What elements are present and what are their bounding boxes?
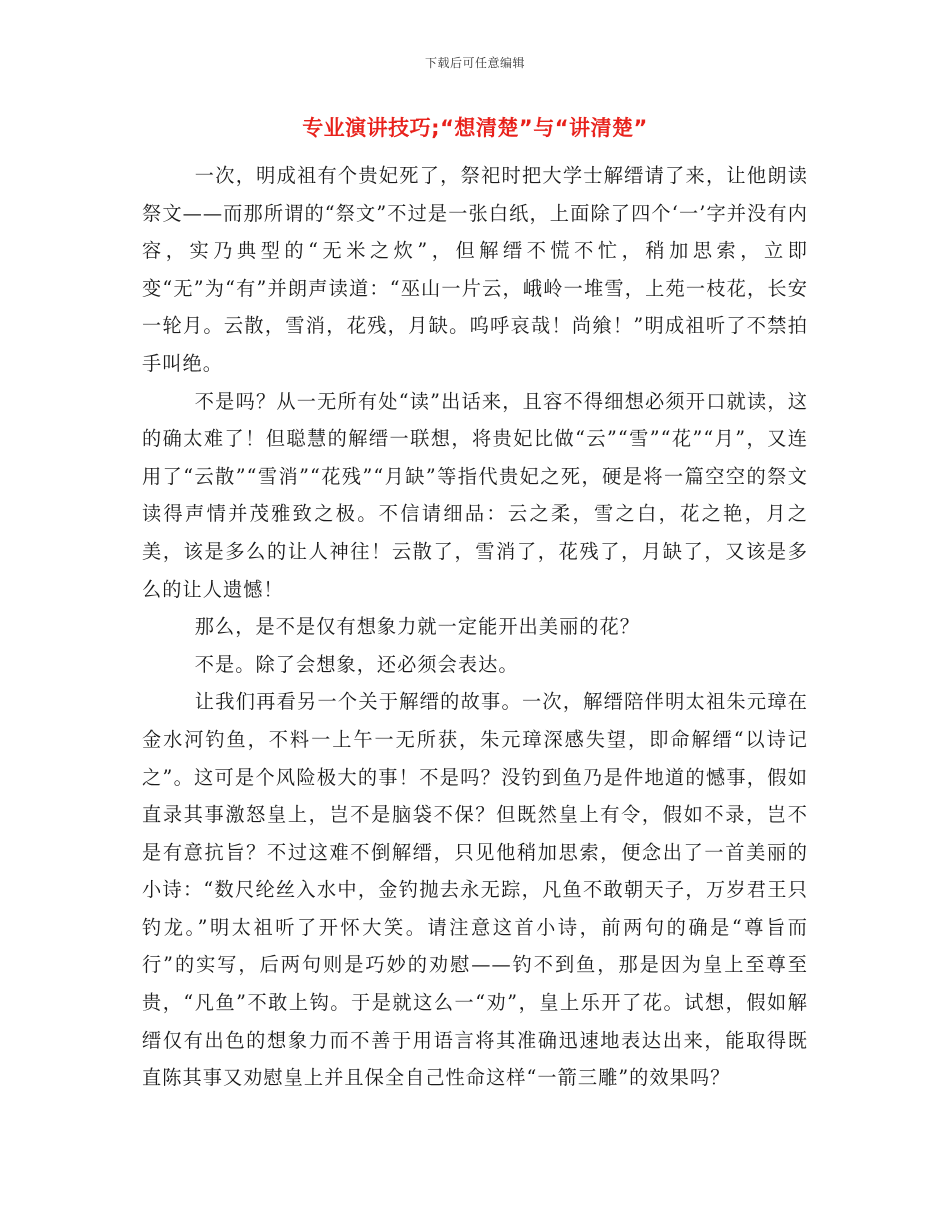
paragraph: 不是吗？从一无所有处“读”出话来，且容不得细想必须开口就读，这的确太难了！但聪慧的解缙一联想，将贵妃比做“云”“雪”“花”“月”，又连用了“云散”“雪消”“花残”“月缺”等指代贵妃之死，硬是将一篇空空的祭文读得声情并茂雅致之极。不信请细品：云之柔，雪之白，花之艳，月之美，该是多么的让人神往！云散了，雪消了，花残了，月缺了，又该是多么的让人遗憾！ [142, 389, 808, 601]
paragraph: 那么，是不是仅有想象力就一定能开出美丽的花？ [194, 615, 641, 639]
document-title: 专业演讲技巧;“想清楚”与“讲清楚” [302, 116, 648, 140]
page-header-note: 下载后可任意编辑 [424, 56, 525, 70]
document-body [142, 157, 808, 1097]
paragraph: 一次，明成祖有个贵妃死了，祭祀时把大学士解缙请了来，让他朗读祭文——而那所谓的“祭文”不过是一张白纸，上面除了四个‘一’字并没有内容，实乃典型的“无米之炊”，但解缙不慌不忙，稍加思索，立即变“无”为“有”并朗声读道：“巫山一片云，峨岭一堆雪，上苑一枝花，长安一轮月。云散，雪消，花残，月缺。呜呼哀哉！尚飨！”明成祖听了不禁拍手叫绝。 [142, 164, 808, 375]
paragraph: 不是。除了会想象，还必须会表达。 [194, 652, 519, 676]
paragraph: 让我们再看另一个关于解缙的故事。一次，解缙陪伴明太祖朱元璋在金水河钓鱼，不料一上午一无所获，朱元璋深感失望，即命解缙“以诗记之”。这可是个风险极大的事！不是吗？没钓到鱼乃是件地道的憾事，假如直录其事激怒皇上，岂不是脑袋不保？但既然皇上有令，假如不录，岂不是有意抗旨？不过这难不倒解缙，只见他稍加思索，便念出了一首美丽的小诗：“数尺纶丝入水中，金钓抛去永无踪，凡鱼不敢朝天子，万岁君王只钓龙。”明太祖听了开怀大笑。请注意这首小诗，前两句的确是“尊旨而行”的实写，后两句则是巧妙的劝慰——钓不到鱼，那是因为皇上至尊至贵，“凡鱼”不敢上钩。于是就这么一“劝”，皇上乐开了花。试想，假如解缙仅有出色的想象力而不善于用语言将其准确迅速地表达出来，能取得既直陈其事又劝慰皇上并且保全自己性命这样“一箭三雕”的效果吗？ [142, 690, 808, 1090]
